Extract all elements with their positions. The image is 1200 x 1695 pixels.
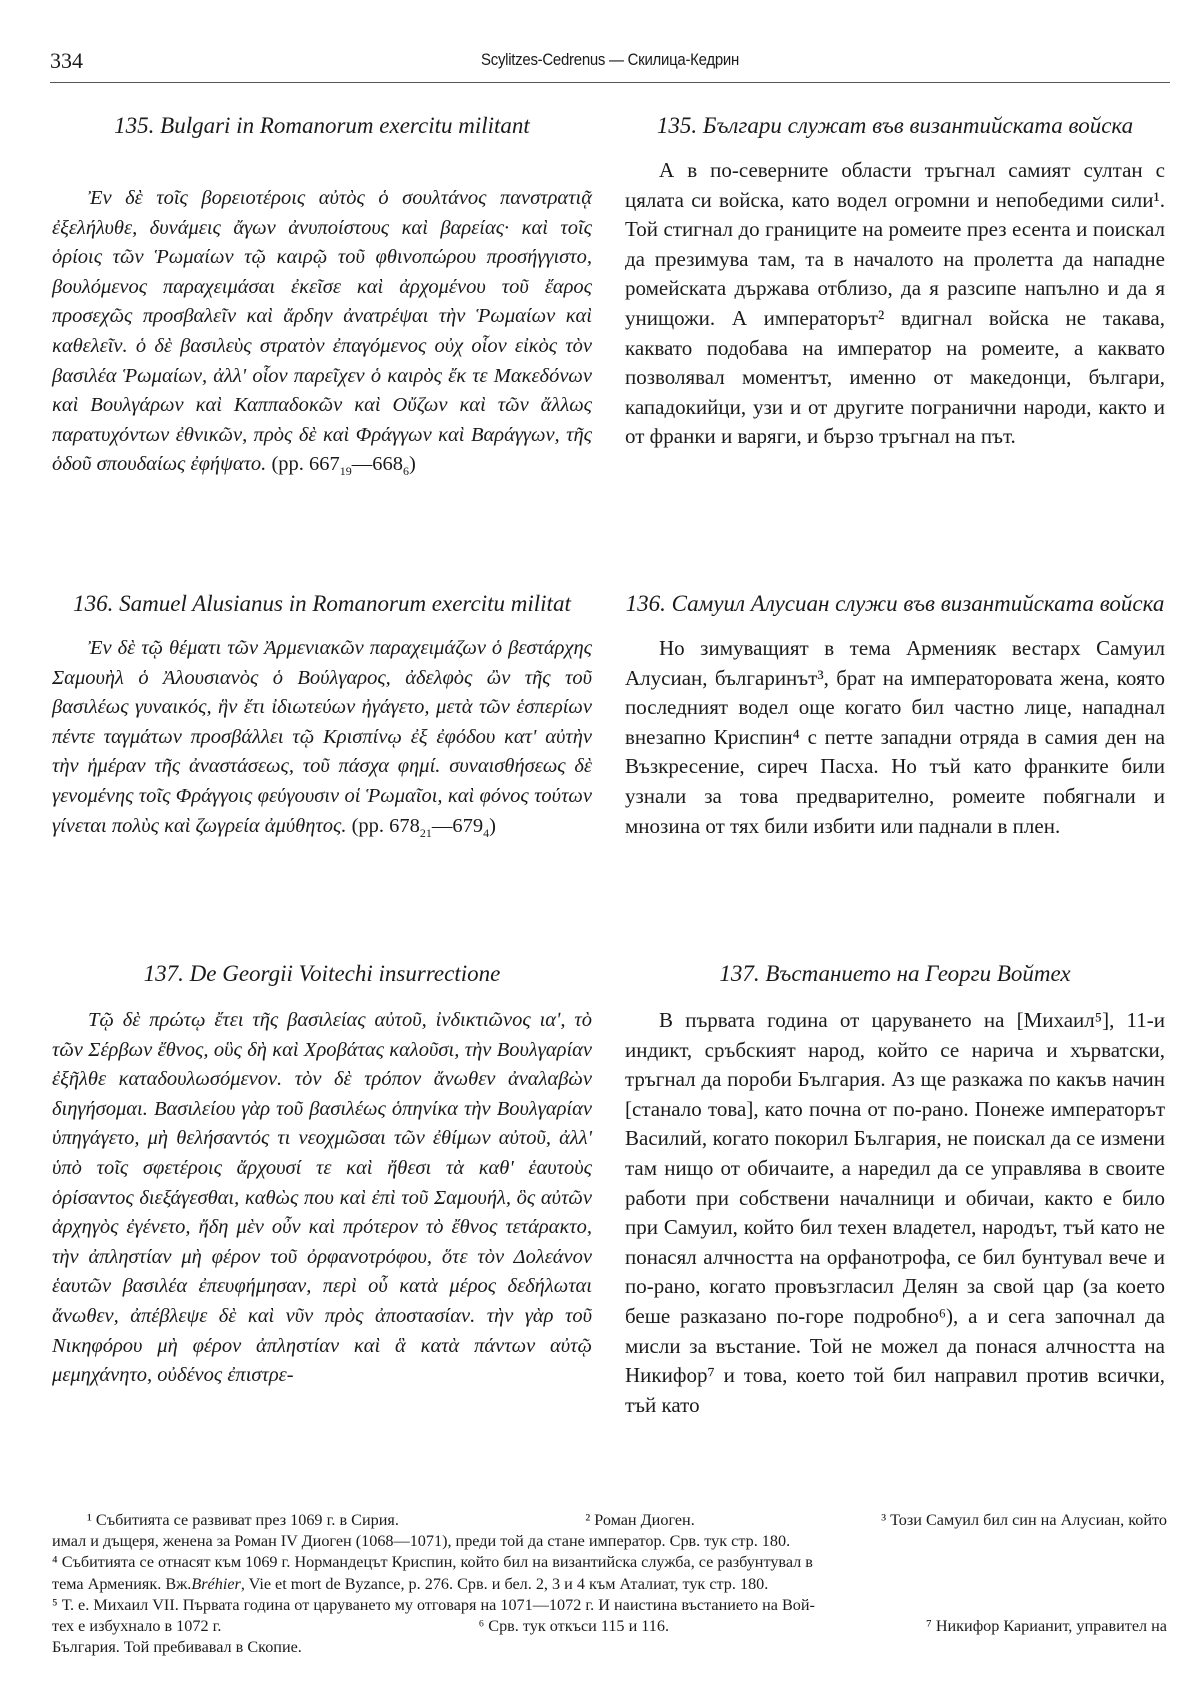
section-title-latin: 135. Bulgari in Romanorum exercitu militant <box>114 113 530 138</box>
footnote-line: тех е избухнало в 1072 г. ⁶ Срв. тук откъси 115 и 116. ⁷ Никифор Карианит, управител на <box>52 1617 1167 1636</box>
page-reference: (pp. $678_{21}—679_4$) <box>351 814 496 840</box>
bulgarian-text: В първата година от царуването на [Михаил⁵], 11-и индикт, сръбският народ, който се нарича и хърватски, тръгнал да пороби България. Аз ще разкажа по какъв начин [станало това], като почна от по-рано. Понеже императорът Василий, когато покорил България, не поискал да се измени там нищо от обичаите, а наредил да се управлява в своите работи при собствени началници и обичаи, както е било при Самуил, който бил техен владетел, народът, тъй като не понасял алчността на орфанотрофа, се бил бунтувал вече и по-рано, когато провъзгласил Делян за свой цар (за което беше разказано по-горе подробно⁶), а и сега започнал да мисли за въстание. Той не можел да понася алчността на Никифор⁷ и това, което той бил направил против всички, тъй като <box>625 1008 1165 1417</box>
section-137-latin <box>52 960 592 1391</box>
section-title-bulgarian: 137. Въстанието на Георги Войтех <box>719 961 1071 986</box>
footnote-line: България. Той пребивавал в Скопие. <box>52 1638 302 1657</box>
section-136-bulgarian <box>625 590 1165 841</box>
section-136-latin <box>52 590 592 841</box>
greek-text: Ἐν δὲ τῷ θέματι τῶν Ἀρμενιακῶν παραχειμάζων ὁ βεστάρχης Σαμουὴλ ὁ Ἀλουσιανὸς ὁ Βούλγαρος, ἀδελφὸς ὢν τῆς τοῦ βασιλέως γυναικός, ἣν ἔτι ἰδιωτεύων ἠγάγετο, μετὰ τῶν ἑσπερίων πέντε ταγμάτων προσβάλλει τῷ Κρισπίνῳ ἐξ ἐφόδου κατ' αὐτὴν τὴν ἡμέραν τῆς ἀναστάσεως, τοῦ πάσχα φημί. συναισθήσεως δὲ γενομένης τοῖς Φράγγοις φεύγουσιν οἱ Ῥωμαῖοι, καὶ φόνος τούτων γίνεται πολὺς καὶ ζωγρεία ἀμύθητος. (pp. $678_{21}—679_4$) <box>52 637 592 840</box>
greek-text: Τῷ δὲ πρώτῳ ἔτει τῆς βασιλείας αὐτοῦ, ἰνδικτιῶνος ιαʹ, τὸ τῶν Σέρβων ἔθνος, οὓς δὴ καὶ Χροβάτας καλοῦσι, τὴν Βουλγαρίαν ἐξῆλθε καταδουλωσόμενον. τὸν δὲ τρόπον ἄνωθεν ἀναλαβὼν διηγήσομαι. Βασιλείου γὰρ τοῦ βασιλέως ὁπηνίκα τὴν Βουλγαρίαν ὑπηγάγετο, μὴ θελήσαντός τι νεοχμῶσαι τῶν ἐθίμων αὐτοῦ, ἀλλ' ὑπὸ τοῖς σφετέροις ἄρχουσί τε καὶ ἤθεσι τὰ καθ' ἑαυτοὺς ὁρίσαντος διεξάγεσθαι, καθὼς που καὶ ἐπὶ τοῦ Σαμουήλ, ὃς αὐτῶν ἀρχηγὸς ἐγένετο, ἤδη μὲν οὖν καὶ πρότερον τὸ ἔθνος τετάρακτο, τὴν ἀπληστίαν μὴ φέρον τοῦ ὀρφανοτρόφου, ὅτε τὸν Δολεάνον ἑαυτῶν βασιλέα ἐπευφήμησαν, περὶ οὗ κατὰ μέρος δεδήλωται ἄνωθεν, ἀπέβλεψε δὲ καὶ νῦν πρὸς ἀποστασίαν. τὴν γὰρ τοῦ Νικηφόρου μὴ φέρον ἀπληστίαν καὶ ἃ κατὰ πάντων αὐτῷ μεμηχάνητο, οὐδένος ἐπιστρε- <box>52 1009 592 1387</box>
footnote-line: ⁵ Т. е. Михаил VII. Първата година от царуването му отговаря на 1071—1072 г. И наистина въстанието на Вой- <box>52 1595 815 1614</box>
section-title-bulgarian: 135. Българи служат във византийската войска <box>656 113 1134 138</box>
section-title-latin: 136. Samuel Alusianus in Romanorum exercitu militat <box>73 591 571 616</box>
section-135-latin <box>52 112 592 480</box>
page-reference: (pp. $667_{19}—668_6$) <box>271 453 416 479</box>
page-number: 334 <box>50 48 83 73</box>
bulgarian-text: Но зимуващият в тема Арменияк вестарх Самуил Алусиан, българинът³, брат на императоровата жена, която последният водел още когато бил частно лице, нападнал внезапно Криспин⁴ с петте западни отряда в самия ден на Възкресение, сиреч Пасха. Но тъй като франките били узнали за това предварително, ромеите побягнали и мнозина от тях били избити или паднали в плен. <box>625 636 1165 838</box>
running-title: Scylitzes-Cedrenus — Скилица-Кедрин <box>481 50 739 69</box>
footnote-line: тема Арменияк. Вж. Bréhier , Vie et mort de Byzance, p. 276. Срв. и бел. 2, 3 и 4 към Аталиат, тук стр. 180. <box>52 1574 1167 1595</box>
section-title-latin: 137. De Georgii Voitechi insurrectione <box>143 961 501 986</box>
running-head <box>50 48 1170 78</box>
bulgarian-text: А в по-северните области тръгнал самият султан с цялата си войска, като водел огромни и непобедими сили¹. Той стигнал до границите на ромеите през есента и поискал да презимува там, та в началото на пролетта да нападне ромейската държава отблизо, да я разсипе напълно и да я унищожи. А императорът² вдигнал войска не такава, каквато подобава на император на ромеите, а каквато позволявал моментът, именно от македонци, българи, кападокийци, узи и от другите погранични народи, както и от франки и варяги, и бързо тръгнал на път. <box>625 158 1165 449</box>
header-rule <box>50 82 1170 83</box>
footnote-line: ⁴ Събитията се отнасят към 1069 г. Нормандецът Криспин, който бил на византийска служба, се разбунтувал в <box>52 1553 813 1572</box>
greek-text: Ἐν δὲ τοῖς βορειοτέροις αὐτὸς ὁ σουλτάνος πανστρατιᾷ ἐξελήλυθε, δυνάμεις ἄγων ἀνυποίστους καὶ βαρείας· καὶ τοῖς ὁρίοις τῶν Ῥωμαίων τῷ καιρῷ τοῦ φθινοπώρου προσήγγιστο, βουλόμενος παραχειμάσαι ἐκεῖσε καὶ ἀρχομένου τοῦ ἔαρος προσεχῶς προσβαλεῖν καὶ ἄρδην ἀνατρέψαι τὴν Ῥωμαίων καὶ καθελεῖν. ὁ δὲ βασιλεὺς στρατὸν ἐπαγόμενος οὐχ οἷον εἰκὸς τὸν βασιλέα Ῥωμαίων, ἀλλ' οἷον παρεῖχεν ὁ καιρὸς ἔκ τε Μακεδόνων καὶ Βουλγάρων καὶ Καππαδοκῶν καὶ Οὔζων καὶ τῶν ἄλλως παρατυχόντων ἐθνικῶν, πρὸς δὲ καὶ Φράγγων καὶ Βαράγγων, τῆς ὁδοῦ σπουδαίως ἐφήψατο. (pp. $667_{19}—668_6$) <box>52 187 592 479</box>
footnote-line: имал и дъщеря, женена за Роман IV Диоген (1068—1071), преди той да стане император. Срв. тук стр. 180. <box>52 1532 791 1551</box>
section-135-bulgarian <box>625 112 1165 452</box>
section-137-bulgarian <box>625 960 1165 1420</box>
footnotes <box>52 1510 1167 1658</box>
author-name: Bréhier <box>191 1574 241 1593</box>
footnote-line: ¹ Събитията се развиват през 1069 г. в Сирия. ² Роман Диоген. ³ Този Самуил бил син на Алусиан, който <box>87 1511 1167 1529</box>
section-title-bulgarian: 136. Самуил Алусиан служи във византийската войска <box>625 591 1165 616</box>
